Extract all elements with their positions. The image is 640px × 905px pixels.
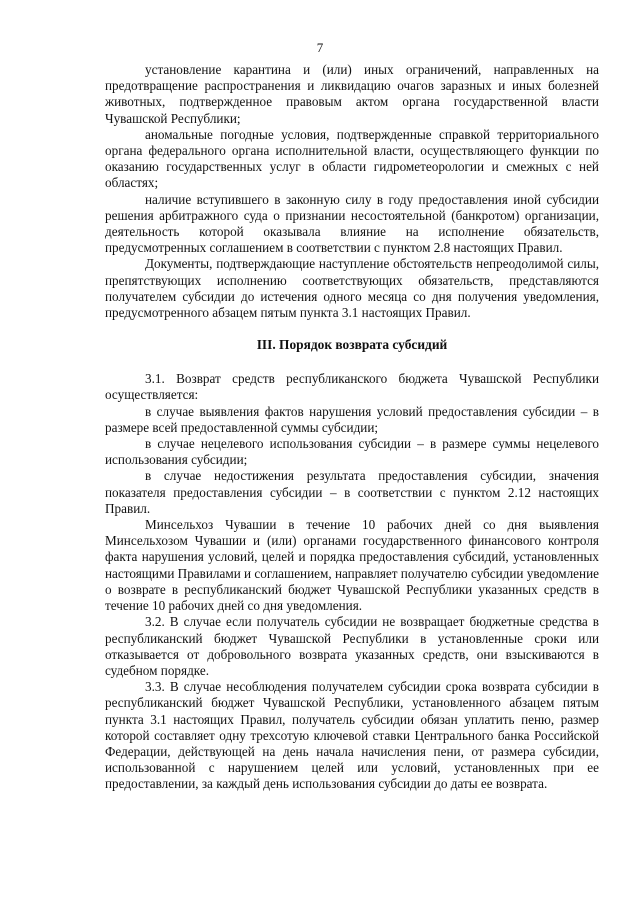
paragraph-violation: в случае выявления фактов нарушения условий предоставления субсидии – в размере всей предоставленной суммы субсидии; — [105, 403, 599, 435]
paragraph-documents: Документы, подтверждающие наступление обстоятельств непреодолимой силы, препятствующих исполнению соответствующих обязательств, представляются получателем субсидии до истечения одного месяца со дня получения уведомления, предусмотренного абзацем пятым пункта 3.1 настоящих Правил. — [105, 256, 599, 321]
paragraph-weather: аномальные погодные условия, подтвержденные справкой территориального органа федерального органа исполнительной власти, осуществляющего функции по оказанию государственных услуг в области гидрометеорологии и смежных с ней областях; — [105, 126, 599, 191]
paragraph-bankruptcy: наличие вступившего в законную силу в году предоставления иной субсидии решения арбитражного суда о признании несостоятельной (банкротом) организации, деятельность которой оказывала влияние на исполнение обязательств, предусмотренных соглашением в соответствии с пунктом 2.8 настоящих Правил. — [105, 191, 599, 256]
paragraph-result: в случае недостижения результата предоставления субсидии, значения показателя предоставления субсидии – в соответствии с пунктом 2.12 настоящих Правил. — [105, 468, 599, 516]
paragraph-quarantine: установление карантина и (или) иных ограничений, направленных на предотвращение распространения и ликвидацию очагов заразных и иных болезней животных, подтвержденное правовым актом органа государственной власти Чувашской Республики; — [105, 62, 599, 126]
paragraph-misuse: в случае нецелевого использования субсидии – в размере суммы нецелевого использования субсидии; — [105, 436, 599, 468]
paragraph-3-1: 3.1. Возврат средств республиканского бюджета Чувашской Республики осуществляется: — [105, 371, 599, 403]
section-heading: III. Порядок возврата субсидий — [256, 337, 448, 353]
page-number: 7 — [316, 40, 324, 55]
paragraph-3-2: 3.2. В случае если получатель субсидии не возвращает бюджетные средства в республиканский бюджет Чувашской Республики в установленные сроки или отказывается от добровольного возврата указанных средств, они взыскиваются в судебном порядке. — [105, 614, 599, 678]
paragraph-ministry-notice: Минсельхоз Чувашии в течение 10 рабочих дней со дня выявления Минсельхозом Чувашии и (или) органами государственного финансового контроля факта нарушения условий, целей и порядка предоставления субсидий, установленных настоящими Правилами и соглашением, направляет получателю субсидии уведомление о возврате в республиканский бюджет Чувашской Республики указанных средств в течение 10 рабочих дней со дня уведомления. — [105, 517, 600, 614]
paragraph-3-3: 3.3. В случае несоблюдения получателем субсидии срока возврата субсидии в республиканский бюджет Чувашской Республики, установленного абзацем пятым пункта 3.1 настоящих Правил, получатель субсидии обязан уплатить пеню, размер которой составляет одну трехсотую ключевой ставки Центрального банка Российской Федерации, действующей на день начала начисления пени, от размера субсидии, использованной с нарушением целей или условий, установленных при ее предоставлении, за каждый день использования субсидии до даты ее возврата. — [105, 679, 599, 792]
document-body — [105, 62, 599, 793]
